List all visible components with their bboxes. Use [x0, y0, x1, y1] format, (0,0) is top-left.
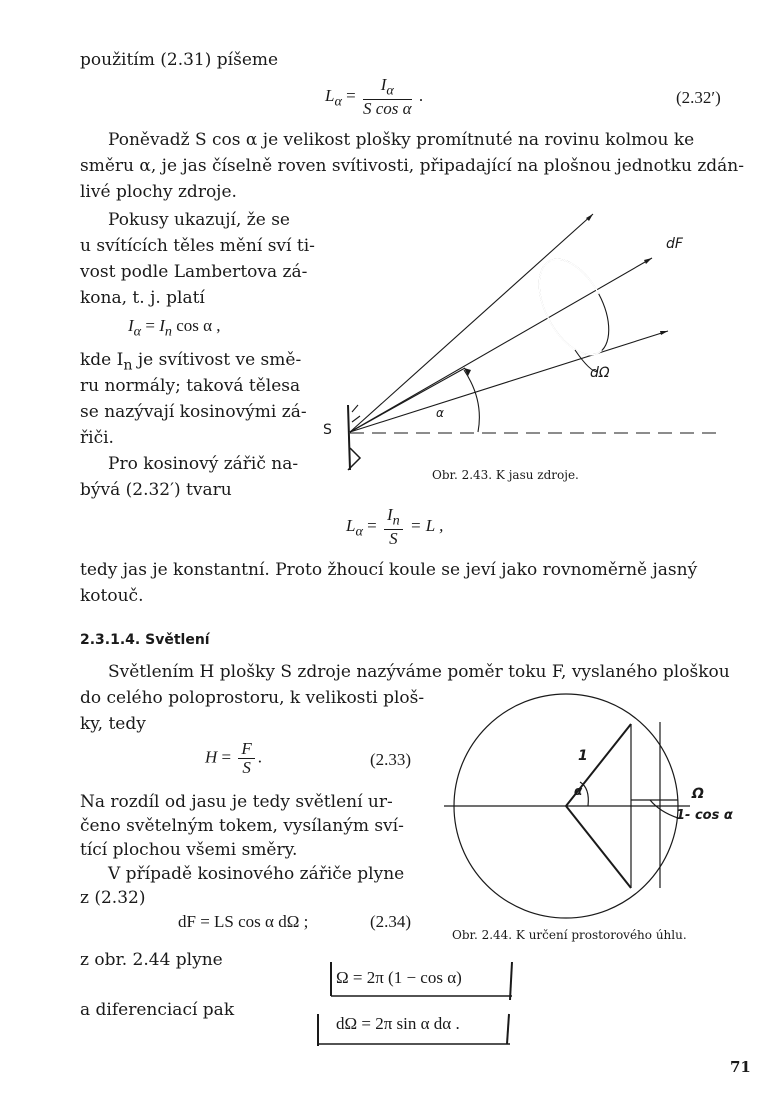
para7-line4: V případě kosinového zářiče plyne	[108, 864, 405, 884]
box2-right	[507, 1014, 509, 1044]
equation-omega: Ω = 2π (1 − cos α)	[336, 968, 462, 987]
equation-domega: dΩ = 2π sin α dα .	[336, 1014, 460, 1033]
para7-line2: čeno světelným tokem, vysílaným sví-	[80, 816, 404, 836]
eq-label-2-32: (2.32′)	[676, 88, 721, 107]
eq-label-2-33: (2.33)	[370, 750, 412, 769]
radius-lower	[566, 806, 631, 888]
page-number: 71	[730, 1058, 751, 1076]
caption-2-44: Obr. 2.44. K určení prostorového úhlu.	[452, 928, 687, 942]
para9: a diferenciací pak	[80, 1000, 235, 1020]
label-dOmega: dΩ	[590, 365, 610, 381]
eq233-num: F	[238, 740, 254, 759]
const-num: I	[387, 505, 393, 524]
para5-line1: tedy jas je konstantní. Proto žhoucí koule se jeví jako rovnoměrně jasný	[80, 560, 698, 580]
const-lhs-sub: α	[355, 523, 363, 540]
label-S: S	[323, 422, 332, 438]
para7-line5: z (2.32)	[80, 888, 146, 908]
para2-line3: vost podle Lambertova zá-	[80, 262, 308, 282]
lambert-rhs: I	[159, 316, 165, 335]
lambert-tail: cos α ,	[171, 316, 221, 335]
eq-den: S cos α	[363, 99, 412, 119]
para4-line2: bývá (2.32′) tvaru	[80, 480, 232, 500]
para8: z obr. 2.44 plyne	[80, 950, 223, 970]
equation-constant: $L_\alpha$ = $\frac{I_n}{S}$ = L ,	[346, 505, 444, 549]
eq-num-sub: α	[386, 82, 394, 99]
para2-line4: kona, t. j. platí	[80, 288, 205, 308]
const-den: S	[389, 529, 398, 549]
label-dF: dF	[666, 236, 683, 252]
equation-2-34: dF = LS cos α dΩ ;	[178, 912, 309, 931]
const-rhs: = L ,	[405, 516, 444, 536]
const-lhs: L	[346, 516, 356, 536]
para1-line2: směru α, je jas číselně roven svítivosti, připadající na plošnou jednotku zdán-	[80, 156, 744, 176]
para7-line1: Na rozdíl od jasu je tedy světlení ur-	[80, 792, 393, 812]
label-alpha-244: α	[574, 784, 583, 798]
para5-line2: kotouč.	[80, 586, 144, 606]
intro-text: použitím (2.31) píšeme	[80, 50, 279, 70]
para4-line1: Pro kosinový zářič na-	[108, 454, 299, 474]
eq-tail: .	[418, 86, 424, 106]
para7-line3: tící plochou všemi směry.	[80, 840, 298, 860]
para2-line1: Pokusy ukazují, že se	[108, 210, 290, 230]
para3-sub: n	[123, 357, 133, 374]
equation-2-33: H = $\frac{F}{S}$ .	[205, 739, 263, 777]
box1-right	[510, 962, 512, 1000]
para3-kde: kde I	[80, 350, 124, 370]
para1-line3: livé plochy zdroje.	[80, 182, 237, 202]
equation-2-32: $L_\alpha$ = $\frac{I_\alpha}{\text{S cos α}}$ .	[325, 75, 424, 119]
para3-line2: ru normály; taková tělesa	[80, 376, 301, 396]
para2-line2: u svítících těles mění sví ti-	[80, 236, 315, 256]
para6-line1: Světlením H plošky S zdroje nazýváme poměr toku F, vyslaného ploškou	[108, 662, 730, 682]
caption-2-43: Obr. 2.43. K jasu zdroje.	[432, 468, 579, 482]
eq-lhs: L	[325, 86, 335, 106]
para3-line3: se nazývají kosinovými zá-	[80, 402, 307, 422]
para6-line2: do celého poloprostoru, k velikosti ploš-	[80, 688, 425, 708]
section-number: 2.3.1.4.	[80, 632, 141, 648]
const-num-sub: n	[392, 512, 400, 529]
para6-line3: ky, tedy	[80, 714, 146, 734]
eq233-tail: .	[257, 747, 263, 767]
lambert-eq: =	[141, 316, 160, 335]
eq233-lhs: H	[205, 747, 218, 767]
label-cos: 1- cos α	[676, 808, 733, 823]
para3-rest: je svítivost ve smě-	[137, 350, 302, 370]
eq-num: I	[380, 75, 387, 94]
eq-lhs-sub: α	[334, 93, 342, 110]
para3-line4: řiči.	[80, 428, 114, 448]
lambert-lhs-sub: α	[133, 323, 142, 340]
eq233-den: S	[242, 758, 251, 777]
lambert-lhs: I	[128, 316, 134, 335]
label-alpha-243: α	[436, 406, 444, 420]
eq-label-2-34: (2.34)	[370, 912, 412, 931]
cos-pointer	[650, 800, 678, 818]
lambert-rhs-sub: n	[164, 323, 172, 340]
section-title: Světlení	[145, 632, 210, 648]
label-one: 1	[578, 748, 588, 764]
label-Omega: Ω	[692, 786, 704, 802]
para1-line1: Poněvadž S cos α je velikost plošky promítnuté na rovinu kolmou ke	[108, 130, 695, 150]
